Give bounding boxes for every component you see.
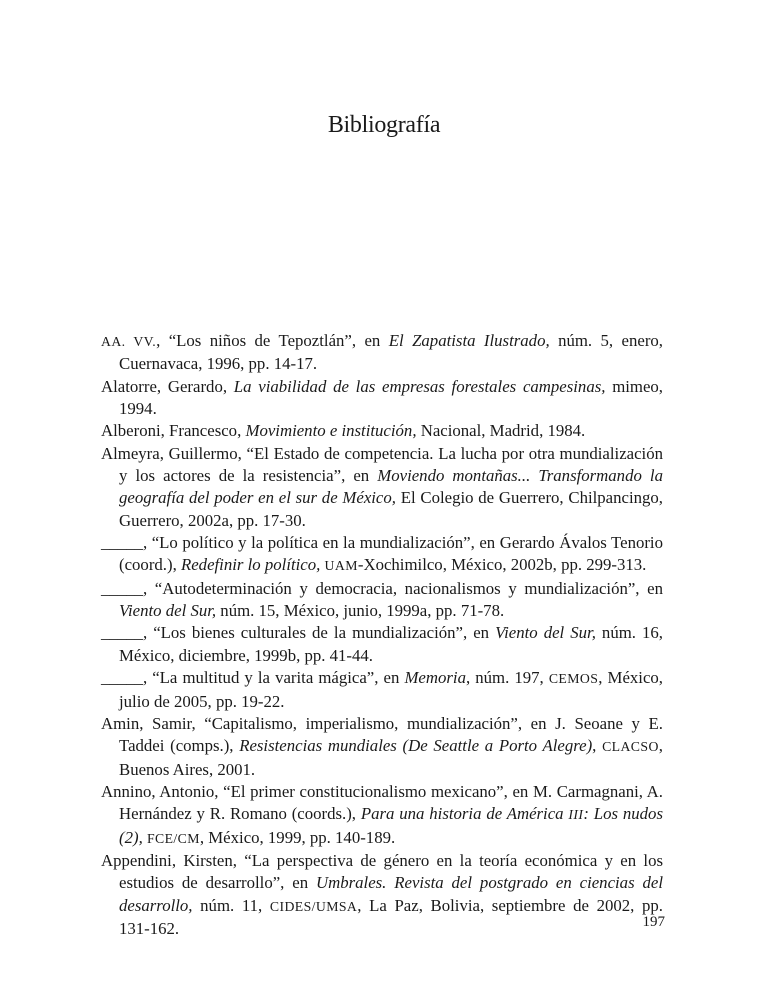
bibliography-entry: _____, “Autodeterminación y democracia, nacionalismos y mundialización”, en Viento del Sur, núm. 15, México, junio, 1999a, pp. 71-78. [101,578,663,621]
page-number: 197 [642,914,665,930]
bibliography-entry: AA. VV., “Los niños de Tepoztlán”, en El Zapatista Ilustrado, núm. 5, enero, Cuernavaca, 1996, pp. 14-17. [101,331,663,374]
bibliography-entry: Annino, Antonio, “El primer constitucionalismo mexicano”, en M. Carmagnani, A. Hernández y R. Romano (coords.), Para una historia de América III: Los nudos (2), FCE/CM, México, 1999, pp. 140-189. [101,781,663,847]
bibliography-list [101,330,663,940]
bibliography-entry: Amin, Samir, “Capitalismo, imperialismo, mundialización”, en J. Seoane y E. Taddei (comps.), Resistencias mundiales (De Seattle a Porto Alegre), CLACSO, Buenos Aires, 2001. [101,713,663,779]
bibliography-entry: Alberoni, Francesco, Movimiento e institución, Nacional, Madrid, 1984. [101,421,586,441]
bibliography-entry: Alatorre, Gerardo, La viabilidad de las empresas forestales campesinas, mimeo, 1994. [101,376,663,419]
bibliography-entry: Almeyra, Guillermo, “El Estado de competencia. La lucha por otra mundialización y los actores de la resistencia”, en Moviendo montañas... Transformando la geografía del poder en el sur de México, El Colegio de Guerrero, Chilpancingo, Guerrero, 2002a, pp. 17-30. [101,443,663,530]
bibliography-entry: _____, “La multitud y la varita mágica”, en Memoria, núm. 197, CEMOS, México, julio de 2005, pp. 19-22. [101,668,663,711]
page-title: Bibliografía [327,112,441,138]
bibliography-entry: Appendini, Kirsten, “La perspectiva de género en la teoría económica y en los estudios de desarrollo”, en Umbrales. Revista del postgrado en ciencias del desarrollo, núm. 11, CIDES/UMSA, La Paz, Bolivia, septiembre de 2002, pp. 131-162. [101,850,663,938]
bibliography-entry: _____, “Los bienes culturales de la mundialización”, en Viento del Sur, núm. 16, México, diciembre, 1999b, pp. 41-44. [101,623,663,665]
bibliography-entry: _____, “Lo político y la política en la mundialización”, en Gerardo Ávalos Tenorio (coord.), Redefinir lo político, UAM-Xochimilco, México, 2002b, pp. 299-313. [101,533,663,575]
